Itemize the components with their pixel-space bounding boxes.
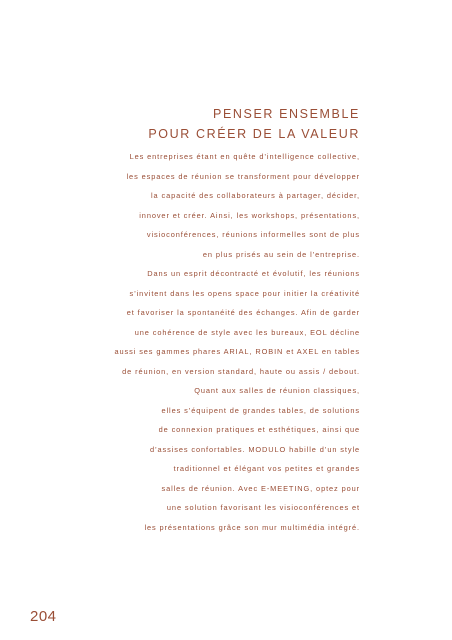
body-line: Les entreprises étant en quête d’intelligence collective, xyxy=(129,152,360,161)
body-line: salles de réunion. Avec E-MEETING, optez pour xyxy=(161,483,360,493)
section-heading xyxy=(148,104,360,144)
body-line: en plus prisés au sein de l’entreprise. xyxy=(202,249,360,259)
body-line: innover et créer. Ainsi, les workshops, présentations, xyxy=(139,210,360,220)
body-line: Quant aux salles de réunion classiques, xyxy=(194,386,360,395)
body-line: une solution favorisant les visioconférences et xyxy=(166,503,360,512)
body-line: elles s’équipent de grandes tables, de solutions xyxy=(161,405,360,415)
page-number: 204 xyxy=(30,608,57,625)
body-line: d’assises confortables. MODULO habille d’un style xyxy=(149,444,360,454)
body-line: les espaces de réunion se transforment pour développer xyxy=(126,171,360,181)
body-line: les présentations grâce son mur multimédia intégré. xyxy=(144,522,360,532)
body-line: s’invitent dans les opens space pour initier la créativité xyxy=(129,288,360,298)
body-line: traditionnel et élégant vos petites et grandes xyxy=(173,464,360,473)
body-line: Dans un esprit décontracté et évolutif, les réunions xyxy=(147,269,360,278)
heading-line-1: PENSER ENSEMBLE xyxy=(213,107,360,121)
body-line: visioconférences, réunions informelles sont de plus xyxy=(146,230,360,239)
body-line: la capacité des collaborateurs à partager, décider, xyxy=(150,191,360,200)
body-line: de réunion, en version standard, haute ou assis / debout. xyxy=(122,366,360,376)
body-line: une cohérence de style avec les bureaux, EOL décline xyxy=(134,327,360,337)
heading-line-2: POUR CRÉER DE LA VALEUR xyxy=(148,127,360,141)
body-paragraph xyxy=(60,147,360,537)
body-line: et favoriser la spontanéité des échanges. Afin de garder xyxy=(126,308,360,317)
body-line: aussi ses gammes phares ARIAL, ROBIN et AXEL en tables xyxy=(114,347,360,356)
body-line: de connexion pratiques et esthétiques, ainsi que xyxy=(158,425,360,434)
